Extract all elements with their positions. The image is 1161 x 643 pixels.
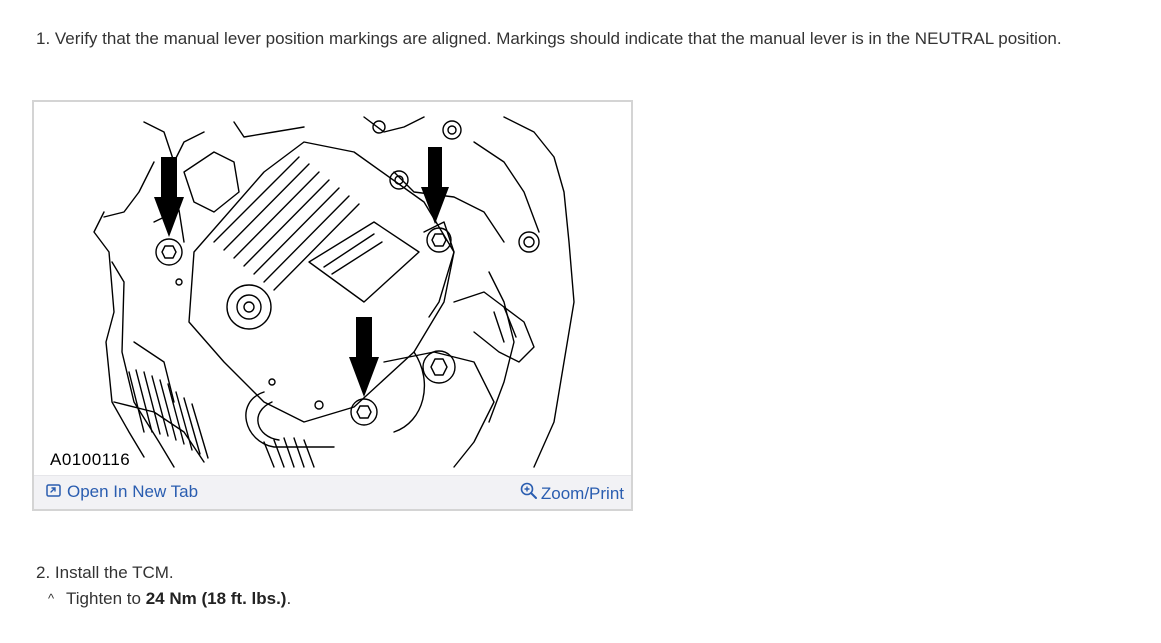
- tcm-illustration: [34, 102, 631, 475]
- caret-up-icon: ^: [48, 591, 55, 606]
- figure-id-label: A0100116: [50, 450, 131, 469]
- zoom-print-link[interactable]: [520, 482, 624, 505]
- substep-torque: [48, 588, 291, 610]
- open-in-new-tab-icon: [46, 482, 61, 502]
- figure: [32, 100, 633, 511]
- open-in-new-tab-link[interactable]: [46, 482, 198, 502]
- substep-suffix: .: [286, 589, 292, 608]
- open-in-new-tab-label: Open In New Tab: [67, 482, 199, 501]
- zoom-print-label: Zoom/Print: [540, 483, 624, 503]
- step-2-text: 2. Install the TCM.: [36, 563, 174, 582]
- step-1-text: 1. Verify that the manual lever position markings are aligned. Markings should indicate that the manual lever is in the NEUTRAL position.: [36, 29, 1062, 48]
- figure-toolbar: [34, 475, 631, 509]
- zoom-in-icon: [520, 482, 538, 505]
- substep-prefix: Tighten to: [66, 589, 146, 608]
- torque-value: 24 Nm (18 ft. lbs.): [145, 589, 287, 608]
- tcm-line-drawing: [34, 102, 631, 475]
